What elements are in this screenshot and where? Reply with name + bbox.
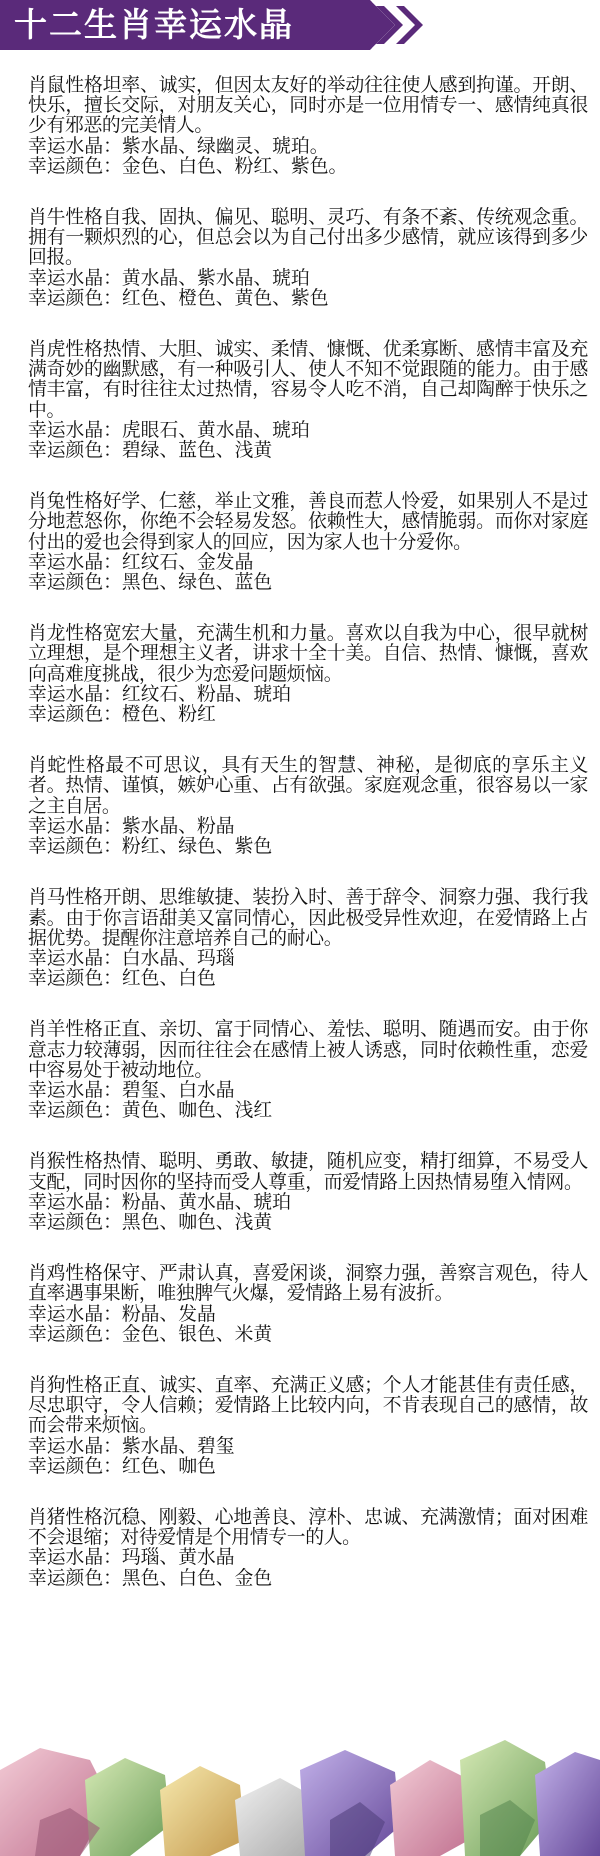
- lucky-color-line: [28, 1213, 588, 1233]
- lucky-color-line: [28, 1101, 588, 1121]
- entry-description: 肖狗性格正直、诚实、直率、充满正义感；个人才能甚佳有责任感，尽忠职守，令人信赖；爱情路上比较内向，不肯表现自己的感情，故而会带来烦恼。: [28, 1374, 588, 1437]
- lucky-color-line: [28, 441, 588, 461]
- crystal-stones-decoration: [0, 1730, 600, 1856]
- lucky-crystal-line: [28, 1193, 588, 1213]
- lucky-color-label: 幸运颜色：: [28, 1100, 122, 1122]
- lucky-crystal-label: 幸运水晶：: [28, 267, 122, 289]
- lucky-crystal-value: 粉晶、黄水晶、琥珀: [121, 1191, 291, 1213]
- entry-description: 肖羊性格正直、亲切、富于同情心、羞怯、聪明、随遇而安。由于你意志力较薄弱，因而往往会在感情上被人诱惑，同时依赖性重，恋爱中容易处于被动地位。: [28, 1019, 588, 1081]
- lucky-color-label: 幸运颜色：: [28, 704, 122, 726]
- lucky-crystal-line: [28, 949, 588, 969]
- lucky-color-line: [28, 157, 588, 177]
- lucky-color-label: 幸运颜色：: [28, 155, 122, 177]
- lucky-crystal-label: 幸运水晶：: [28, 551, 122, 573]
- lucky-color-label: 幸运颜色：: [28, 836, 122, 858]
- lucky-color-line: [28, 705, 588, 725]
- lucky-color-line: [28, 837, 588, 857]
- entry-description: 肖龙性格宽宏大量，充满生机和力量。喜欢以自我为中心，很早就树立理想，是个理想主义者，讲求十全十美。自信、热情、慷慨，喜欢向高难度挑战，很少为恋爱问题烦恼。: [28, 623, 588, 685]
- lucky-crystal-value: 虎眼石、黄水晶、琥珀: [121, 419, 310, 441]
- zodiac-entry: [28, 888, 588, 989]
- lucky-crystal-value: 黄水晶、紫水晶、琥珀: [121, 267, 310, 289]
- zodiac-entry: [28, 208, 588, 309]
- lucky-crystal-label: 幸运水晶：: [28, 1435, 122, 1457]
- lucky-crystal-line: [28, 137, 588, 157]
- entry-description: 肖猪性格沉稳、刚毅、心地善良、淳朴、忠诚、充满激情；面对困难不会退缩；对待爱情是个用情专一的人。: [28, 1506, 588, 1549]
- lucky-color-label: 幸运颜色：: [28, 440, 122, 462]
- lucky-crystal-label: 幸运水晶：: [28, 815, 122, 837]
- zodiac-entry: [28, 756, 588, 857]
- lucky-crystal-value: 紫水晶、粉晶: [121, 815, 235, 837]
- lucky-color-label: 幸运颜色：: [28, 1211, 122, 1233]
- lucky-crystal-line: [28, 1548, 588, 1568]
- lucky-crystal-line: [28, 553, 588, 573]
- zodiac-entry: [28, 1264, 588, 1345]
- lucky-crystal-line: [28, 1305, 588, 1325]
- lucky-crystal-value: 碧玺、白水晶: [121, 1079, 235, 1101]
- lucky-color-label: 幸运颜色：: [28, 572, 122, 594]
- lucky-color-line: [28, 1569, 588, 1589]
- lucky-color-value: 黑色、咖色、浅黄: [121, 1211, 273, 1233]
- lucky-color-line: [28, 1457, 588, 1477]
- lucky-crystal-line: [28, 269, 588, 289]
- lucky-crystal-line: [28, 1081, 588, 1101]
- lucky-color-label: 幸运颜色：: [28, 1455, 122, 1477]
- lucky-color-value: 红色、橙色、黄色、紫色: [121, 287, 329, 309]
- lucky-crystal-label: 幸运水晶：: [28, 1303, 122, 1325]
- zodiac-entry: [28, 76, 588, 177]
- lucky-crystal-line: [28, 421, 588, 441]
- zodiac-entry: [28, 492, 588, 593]
- lucky-crystal-value: 红纹石、金发晶: [121, 551, 254, 573]
- lucky-color-label: 幸运颜色：: [28, 287, 122, 309]
- lucky-color-value: 红色、白色: [121, 968, 216, 990]
- zodiac-entry: [28, 1152, 588, 1233]
- entry-description: 肖蛇性格最不可思议，具有天生的智慧、神秘，是彻底的享乐主义者。热情、谨慎，嫉妒心重、占有欲强。家庭观念重，很容易以一家之主自居。: [28, 755, 588, 817]
- lucky-crystal-label: 幸运水晶：: [28, 1547, 122, 1569]
- entry-description: 肖猴性格热情、聪明、勇敢、敏捷，随机应变，精打细算，不易受人支配，同时因你的坚持而受人尊重，而爱情路上因热情易堕入情网。: [28, 1151, 588, 1193]
- lucky-color-label: 幸运颜色：: [28, 1567, 122, 1589]
- lucky-color-value: 黑色、白色、金色: [121, 1567, 273, 1589]
- lucky-color-line: [28, 289, 588, 309]
- lucky-crystal-label: 幸运水晶：: [28, 1079, 122, 1101]
- lucky-crystal-label: 幸运水晶：: [28, 683, 122, 705]
- lucky-crystal-value: 紫水晶、绿幽灵、琥珀。: [121, 135, 329, 157]
- zodiac-entry: [28, 1020, 588, 1121]
- page-title: 十二生肖幸运水晶: [14, 5, 294, 44]
- lucky-color-line: [28, 1325, 588, 1345]
- lucky-color-value: 黑色、绿色、蓝色: [121, 572, 273, 594]
- lucky-crystal-label: 幸运水晶：: [28, 947, 122, 969]
- zodiac-entry: [28, 1376, 588, 1477]
- lucky-color-value: 碧绿、蓝色、浅黄: [121, 440, 273, 462]
- lucky-color-value: 红色、咖色: [121, 1455, 216, 1477]
- lucky-crystal-label: 幸运水晶：: [28, 135, 122, 157]
- zodiac-entry: [28, 340, 588, 461]
- entry-description: 肖兔性格好学、仁慈，举止文雅，善良而惹人怜爱，如果别人不是过分地惹怒你，你绝不会轻易发怒。依赖性大，感情脆弱。而你对家庭付出的爱也会得到家人的回应，因为家人也十分爱你。: [28, 491, 588, 553]
- lucky-color-value: 金色、银色、米黄: [121, 1323, 273, 1345]
- lucky-color-label: 幸运颜色：: [28, 1323, 122, 1345]
- lucky-crystal-label: 幸运水晶：: [28, 1191, 122, 1213]
- lucky-color-value: 金色、白色、粉红、紫色。: [121, 155, 348, 177]
- lucky-color-label: 幸运颜色：: [28, 968, 122, 990]
- zodiac-list: [28, 76, 588, 1620]
- entry-description: 肖虎性格热情、大胆、诚实、柔情、慷慨、优柔寡断、感情丰富及充满奇妙的幽默感，有一种吸引人、使人不知不觉跟随的能力。由于感情丰富，有时往往太过热情，容易令人吃不消，自己却陶醉于快乐之中。: [28, 339, 588, 421]
- lucky-crystal-value: 粉晶、发晶: [121, 1303, 216, 1325]
- lucky-crystal-line: [28, 817, 588, 837]
- lucky-color-value: 黄色、咖色、浅红: [121, 1100, 273, 1122]
- lucky-crystal-line: [28, 1437, 588, 1457]
- entry-description: 肖鸡性格保守、严肃认真，喜爱闲谈，洞察力强，善察言观色，待人直率遇事果断，唯独脾气火爆，爱情路上易有波折。: [28, 1263, 588, 1305]
- zodiac-entry: [28, 1508, 588, 1589]
- lucky-crystal-label: 幸运水晶：: [28, 419, 122, 441]
- lucky-color-value: 橙色、粉红: [121, 704, 216, 726]
- lucky-color-line: [28, 573, 588, 593]
- lucky-color-value: 粉红、绿色、紫色: [121, 836, 273, 858]
- lucky-crystal-line: [28, 685, 588, 705]
- lucky-color-line: [28, 969, 588, 989]
- entry-description: 肖鼠性格坦率、诚实，但因太友好的举动往往使人感到拘谨。开朗、快乐，擅长交际，对朋友关心，同时亦是一位用情专一、感情纯真很少有邪恶的完美情人。: [28, 75, 588, 137]
- zodiac-entry: [28, 624, 588, 725]
- entry-description: 肖马性格开朗、思维敏捷、装扮入时、善于辞令、洞察力强、我行我素。由于你言语甜美又富同情心，因此极受异性欢迎，在爱情路上占据优势。提醒你注意培养自己的耐心。: [28, 887, 588, 949]
- title-banner: [0, 0, 600, 50]
- lucky-crystal-value: 白水晶、玛瑙: [121, 947, 235, 969]
- lucky-crystal-value: 紫水晶、碧玺: [121, 1435, 235, 1457]
- lucky-crystal-value: 玛瑙、黄水晶: [121, 1547, 235, 1569]
- lucky-crystal-value: 红纹石、粉晶、琥珀: [121, 683, 291, 705]
- entry-description: 肖牛性格自我、固执、偏见、聪明、灵巧、有条不紊、传统观念重。拥有一颗炽烈的心，但总会以为自己付出多少感情，就应该得到多少回报。: [28, 207, 588, 269]
